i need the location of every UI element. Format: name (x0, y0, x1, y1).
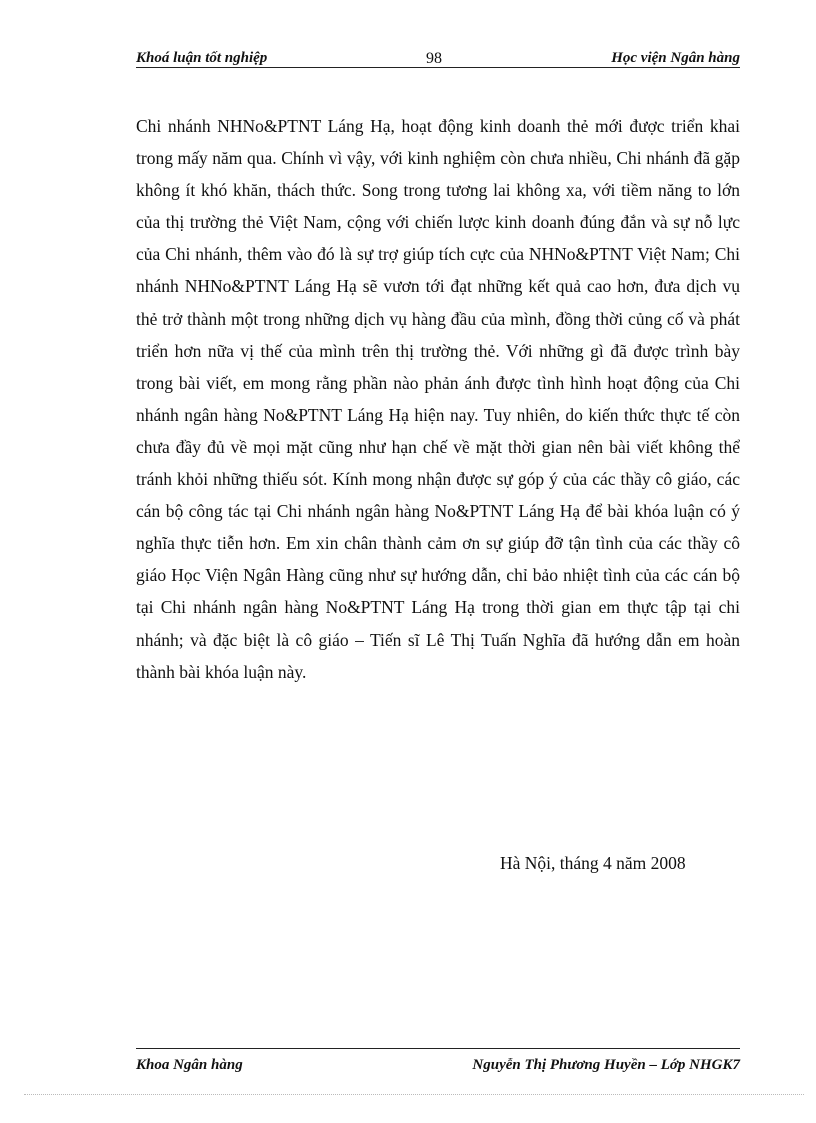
page-number: 98 (426, 50, 442, 67)
footer-divider (136, 1048, 740, 1049)
page-edge-divider (24, 1094, 804, 1095)
header-divider (136, 67, 740, 68)
header-thesis-label: Khoá luận tốt nghiệp (136, 50, 268, 66)
footer-author-label: Nguyễn Thị Phương Huyền – Lớp NHGK7 (472, 1057, 740, 1073)
place-date-signoff: Hà Nội, tháng 4 năm 2008 (500, 853, 686, 873)
page-footer (136, 1057, 740, 1079)
body-paragraph: Chi nhánh NHNo&PTNT Láng Hạ, hoạt động kinh doanh thẻ mới được triển khai trong mấy năm qua. Chính vì vậy, với kinh nghiệm còn chưa nhiều, Chi nhánh đã gặp không ít khó khăn, thách thức. Song trong tương lai không xa, với tiềm năng to lớn của thị trường thẻ Việt Nam, cộng với chiến lược kinh doanh đúng đắn và sự nỗ lực của Chi nhánh, thêm vào đó là sự trợ giúp tích cực của NHNo&PTNT Việt Nam; Chi nhánh NHNo&PTNT Láng Hạ sẽ vươn tới đạt những kết quả cao hơn, đưa dịch vụ thẻ trở thành một trong những dịch vụ hàng đầu của mình, đồng thời củng cố và phát triển hơn nữa vị thế của mình trên thị trường thẻ. Với những gì đã được trình bày trong bài viết, em mong rằng phần nào phản ánh được tình hình hoạt động của Chi nhánh ngân hàng No&PTNT Láng Hạ hiện nay. Tuy nhiên, do kiến thức thực tế còn chưa đầy đủ về mọi mặt cũng như hạn chế về mặt thời gian nên bài viết không thể tránh khỏi những thiếu sót. Kính mong nhận được sự góp ý của các thầy cô giáo, các cán bộ công tác tại Chi nhánh ngân hàng No&PTNT Láng Hạ để bài khóa luận có ý nghĩa thực tiễn hơn. Em xin chân thành cảm ơn sự giúp đỡ tận tình của các thầy cô giáo Học Viện Ngân Hàng cũng như sự hướng dẫn, chỉ bảo nhiệt tình của các cán bộ tại Chi nhánh ngân hàng No&PTNT Láng Hạ trong thời gian em thực tập tại chi nhánh; và đặc biệt là cô giáo – Tiến sĩ Lê Thị Tuấn Nghĩa đã hướng dẫn em hoàn thành bài khóa luận này. (136, 116, 740, 682)
footer-faculty-label: Khoa Ngân hàng (136, 1057, 243, 1073)
header-institution-label: Học viện Ngân hàng (611, 50, 740, 66)
